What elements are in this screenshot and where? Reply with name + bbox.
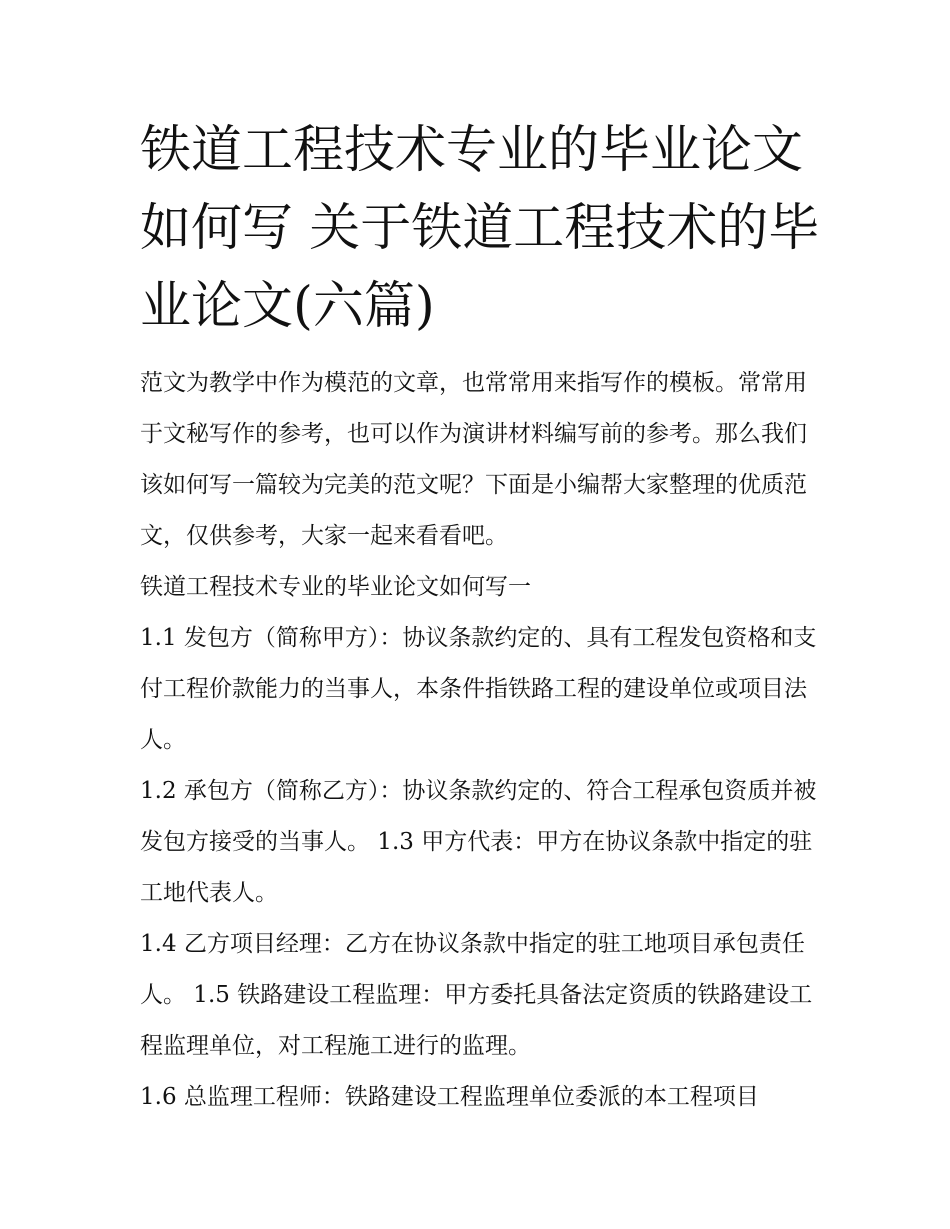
section-heading: 铁道工程技术专业的毕业论文如何写一 xyxy=(140,574,531,600)
intro-paragraph: 范文为教学中作为模范的文章，也常常用来指写作的模板。常常用于文秘写作的参考，也可以作为演讲材料编写前的参考。那么我们该如何写一篇较为完美的范文呢？下面是小编帮大家整理的优质范文，仅供参考，大家一起来看看吧。 xyxy=(140,370,807,549)
clause-1-6: 1.6 总监理工程师：铁路建设工程监理单位委派的本工程项目 xyxy=(140,1084,759,1110)
clause-1-2: 1.2 承包方（简称乙方）：协议条款约定的、符合工程承包资质并被发包方接受的当事人。 1.3 甲方代表：甲方在协议条款中指定的驻工地代表人。 xyxy=(140,778,817,906)
clause-1-4: 1.4 乙方项目经理：乙方在协议条款中指定的驻工地项目承包责任人。 1.5 铁路建设工程监理：甲方委托具备法定资质的铁路建设工程监理单位，对工程施工进行的监理。 xyxy=(140,931,813,1059)
clause-1-1: 1.1 发包方（简称甲方）：协议条款约定的、具有工程发包资格和支付工程价款能力的当事人，本条件指铁路工程的建设单位或项目法人。 xyxy=(140,625,817,753)
document-body xyxy=(140,358,820,1123)
document-title: 铁道工程技术专业的毕业论文如何写 关于铁道工程技术的毕业论文(六篇) xyxy=(140,121,820,336)
